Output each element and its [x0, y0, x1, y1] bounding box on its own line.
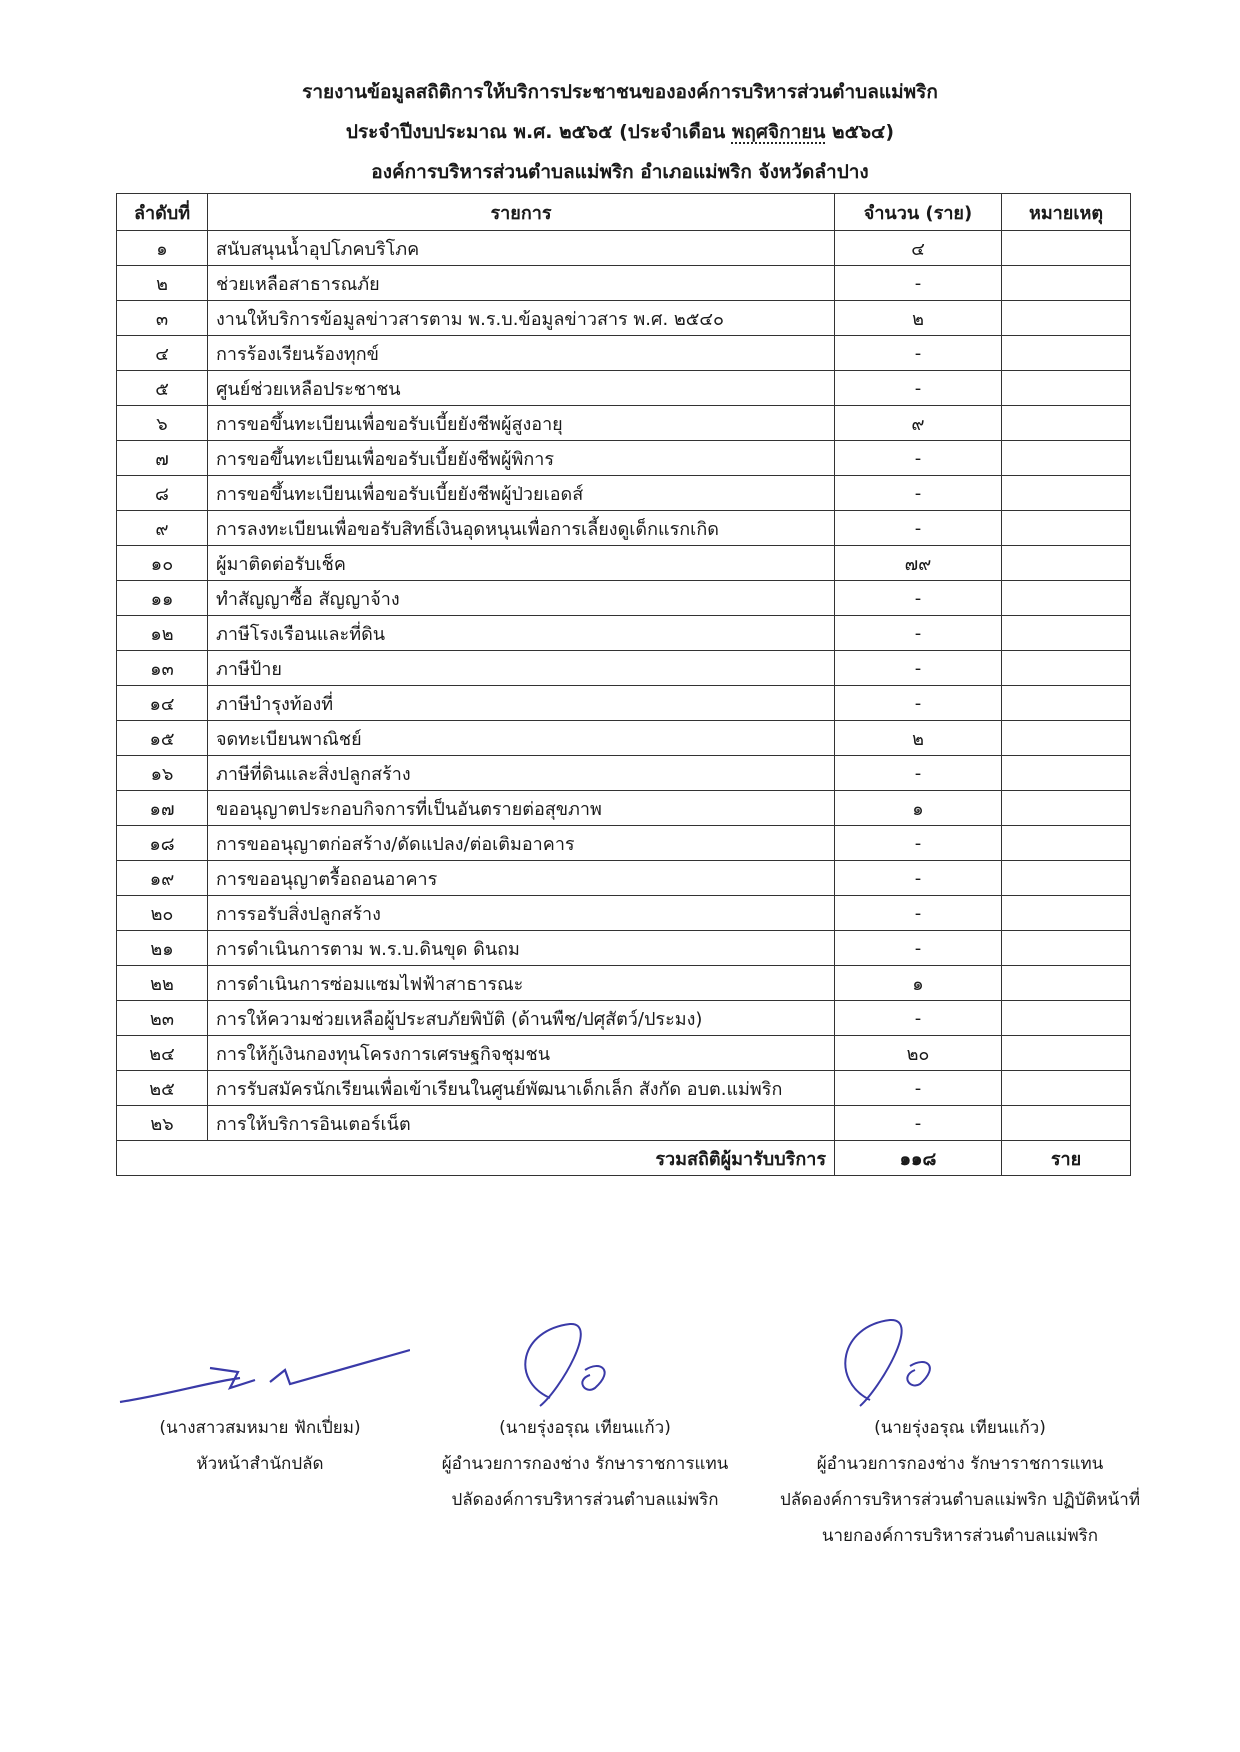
row-item: การดำเนินการตาม พ.ร.บ.ดินขุด ดินถม — [208, 931, 835, 966]
table-body — [117, 231, 1131, 1141]
row-count: - — [835, 336, 1002, 371]
table-row — [117, 616, 1131, 651]
column-header-note: หมายเหตุ — [1002, 194, 1131, 231]
row-count: - — [835, 581, 1002, 616]
signatory-title-line-1: ผู้อำนวยการกองช่าง รักษาราชการแทน — [441, 1454, 729, 1474]
row-count: ๑ — [835, 966, 1002, 1001]
row-note — [1002, 1106, 1131, 1141]
row-count: - — [835, 686, 1002, 721]
table-row — [117, 441, 1131, 476]
row-count: - — [835, 616, 1002, 651]
row-item: ภาษีบำรุงท้องที่ — [208, 686, 835, 721]
total-row — [117, 1141, 1131, 1176]
report-header — [0, 72, 1240, 192]
table-row — [117, 651, 1131, 686]
row-number: ๔ — [117, 336, 208, 371]
row-count: ๙ — [835, 406, 1002, 441]
row-item: ผู้มาติดต่อรับเช็ค — [208, 546, 835, 581]
row-number: ๑๒ — [117, 616, 208, 651]
row-count: - — [835, 1001, 1002, 1036]
row-item: การรอรับสิ่งปลูกสร้าง — [208, 896, 835, 931]
row-number: ๑๘ — [117, 826, 208, 861]
row-number: ๒๓ — [117, 1001, 208, 1036]
column-header-item: รายการ — [208, 194, 835, 231]
row-number: ๗ — [117, 441, 208, 476]
table-row — [117, 686, 1131, 721]
row-note — [1002, 441, 1131, 476]
row-number: ๑๙ — [117, 861, 208, 896]
row-item: ขออนุญาตประกอบกิจการที่เป็นอันตรายต่อสุขภาพ — [208, 791, 835, 826]
row-number: ๑๑ — [117, 581, 208, 616]
organization-line: องค์การบริหารส่วนตำบลแม่พริก อำเภอแม่พริก จังหวัดลำปาง — [371, 161, 869, 183]
table-row — [117, 476, 1131, 511]
row-item: การขออนุญาตรื้อถอนอาคาร — [208, 861, 835, 896]
signature-block-head-office — [110, 1320, 410, 1482]
fiscal-suffix: ๒๕๖๔) — [832, 121, 895, 143]
row-number: ๒๐ — [117, 896, 208, 931]
row-item: การรับสมัครนักเรียนเพื่อเข้าเรียนในศูนย์พัฒนาเด็กเล็ก สังกัด อบต.แม่พริก — [208, 1071, 835, 1106]
row-note — [1002, 686, 1131, 721]
table-row — [117, 546, 1131, 581]
row-item: ภาษีป้าย — [208, 651, 835, 686]
row-note — [1002, 1001, 1131, 1036]
row-number: ๒๔ — [117, 1036, 208, 1071]
table-row — [117, 896, 1131, 931]
row-item: ภาษีโรงเรือนและที่ดิน — [208, 616, 835, 651]
service-stats-table — [116, 193, 1131, 1176]
row-count: - — [835, 826, 1002, 861]
table-row — [117, 861, 1131, 896]
row-number: ๒๑ — [117, 931, 208, 966]
signatory-name: (นายรุ่งอรุณ เทียนแก้ว) — [499, 1418, 671, 1438]
row-number: ๕ — [117, 371, 208, 406]
total-label: รวมสถิติผู้มารับบริการ — [117, 1141, 835, 1176]
row-note — [1002, 581, 1131, 616]
row-count: - — [835, 651, 1002, 686]
row-item: การดำเนินการซ่อมแซมไฟฟ้าสาธารณะ — [208, 966, 835, 1001]
row-item: การให้บริการอินเตอร์เน็ต — [208, 1106, 835, 1141]
fiscal-prefix: ประจำปีงบประมาณ พ.ศ. ๒๕๖๕ (ประจำเดือน — [345, 121, 726, 143]
row-item: ภาษีที่ดินและสิ่งปลูกสร้าง — [208, 756, 835, 791]
row-count: - — [835, 756, 1002, 791]
table-row — [117, 1106, 1131, 1141]
row-number: ๑๐ — [117, 546, 208, 581]
column-header-number: ลำดับที่ — [117, 194, 208, 231]
table-row — [117, 266, 1131, 301]
row-note — [1002, 826, 1131, 861]
row-note — [1002, 616, 1131, 651]
row-count: ๔ — [835, 231, 1002, 266]
table-row — [117, 301, 1131, 336]
table-row — [117, 756, 1131, 791]
row-count: ๒ — [835, 721, 1002, 756]
row-number: ๑๖ — [117, 756, 208, 791]
fiscal-month: พฤศจิกายน — [731, 121, 826, 143]
row-item: การขอขึ้นทะเบียนเพื่อขอรับเบี้ยยังชีพผู้สูงอายุ — [208, 406, 835, 441]
table-row — [117, 826, 1131, 861]
row-note — [1002, 231, 1131, 266]
signatory-title-line-1: ผู้อำนวยการกองช่าง รักษาราชการแทน — [816, 1454, 1104, 1474]
row-number: ๒๒ — [117, 966, 208, 1001]
row-count: - — [835, 266, 1002, 301]
column-header-count: จำนวน (ราย) — [835, 194, 1002, 231]
table-row — [117, 1001, 1131, 1036]
table-row — [117, 406, 1131, 441]
row-note — [1002, 406, 1131, 441]
row-item: งานให้บริการข้อมูลข่าวสารตาม พ.ร.บ.ข้อมูลข่าวสาร พ.ศ. ๒๕๔๐ — [208, 301, 835, 336]
row-number: ๒๕ — [117, 1071, 208, 1106]
table-row — [117, 791, 1131, 826]
row-item: สนับสนุนน้ำอุปโภคบริโภค — [208, 231, 835, 266]
row-count: ๗๙ — [835, 546, 1002, 581]
row-count: - — [835, 931, 1002, 966]
row-item: การขอขึ้นทะเบียนเพื่อขอรับเบี้ยยังชีพผู้ป่วยเอดส์ — [208, 476, 835, 511]
row-item: การลงทะเบียนเพื่อขอรับสิทธิ์เงินอุดหนุนเพื่อการเลี้ยงดูเด็กแรกเกิด — [208, 511, 835, 546]
row-number: ๓ — [117, 301, 208, 336]
row-note — [1002, 861, 1131, 896]
table-header-row — [117, 194, 1131, 231]
handwritten-signature — [110, 1320, 410, 1410]
row-item: การขออนุญาตก่อสร้าง/ดัดแปลง/ต่อเติมอาคาร — [208, 826, 835, 861]
row-item: ทำสัญญาซื้อ สัญญาจ้าง — [208, 581, 835, 616]
signature-block-acting-mayor — [750, 1310, 1170, 1554]
row-number: ๑๗ — [117, 791, 208, 826]
row-count: ๑ — [835, 791, 1002, 826]
handwritten-signature — [750, 1310, 1170, 1410]
row-number: ๘ — [117, 476, 208, 511]
row-note — [1002, 721, 1131, 756]
row-item: การให้กู้เงินกองทุนโครงการเศรษฐกิจชุมชน — [208, 1036, 835, 1071]
signatory-title-line-2: ปลัดองค์การบริหารส่วนตำบลแม่พริก ปฏิบัติหน้าที่ — [779, 1490, 1141, 1510]
row-number: ๑ — [117, 231, 208, 266]
total-value: ๑๑๘ — [835, 1141, 1002, 1176]
table-row — [117, 231, 1131, 266]
row-note — [1002, 266, 1131, 301]
signatory-name: (นางสาวสมหมาย ฟักเปี่ยม) — [159, 1418, 361, 1438]
row-count: ๒๐ — [835, 1036, 1002, 1071]
row-note — [1002, 546, 1131, 581]
row-number: ๒ — [117, 266, 208, 301]
row-note — [1002, 651, 1131, 686]
row-item: การขอขึ้นทะเบียนเพื่อขอรับเบี้ยยังชีพผู้พิการ — [208, 441, 835, 476]
row-note — [1002, 476, 1131, 511]
table-row — [117, 931, 1131, 966]
signature-block-deputy — [400, 1320, 770, 1518]
row-count: - — [835, 861, 1002, 896]
signatory-name: (นายรุ่งอรุณ เทียนแก้ว) — [874, 1418, 1046, 1438]
signatory-title-line-3: นายกองค์การบริหารส่วนตำบลแม่พริก — [821, 1526, 1099, 1546]
handwritten-signature — [400, 1320, 770, 1410]
row-count: - — [835, 476, 1002, 511]
row-note — [1002, 896, 1131, 931]
signatory-title: หัวหน้าสำนักปลัด — [196, 1454, 324, 1474]
row-count: ๒ — [835, 301, 1002, 336]
report-title: รายงานข้อมูลสถิติการให้บริการประชาชนขององค์การบริหารส่วนตำบลแม่พริก — [302, 81, 938, 103]
row-note — [1002, 336, 1131, 371]
table-row — [117, 336, 1131, 371]
row-note — [1002, 301, 1131, 336]
row-item: ช่วยเหลือสาธารณภัย — [208, 266, 835, 301]
row-count: - — [835, 371, 1002, 406]
table-row — [117, 721, 1131, 756]
row-note — [1002, 931, 1131, 966]
signatory-title-line-2: ปลัดองค์การบริหารส่วนตำบลแม่พริก — [451, 1490, 719, 1510]
row-note — [1002, 756, 1131, 791]
table-row — [117, 1036, 1131, 1071]
table-row — [117, 581, 1131, 616]
row-count: - — [835, 1071, 1002, 1106]
row-number: ๑๓ — [117, 651, 208, 686]
table-row — [117, 371, 1131, 406]
table-row — [117, 511, 1131, 546]
row-item: การให้ความช่วยเหลือผู้ประสบภัยพิบัติ (ด้านพืช/ปศุสัตว์/ประมง) — [208, 1001, 835, 1036]
row-note — [1002, 966, 1131, 1001]
row-number: ๑๔ — [117, 686, 208, 721]
row-note — [1002, 1071, 1131, 1106]
row-note — [1002, 511, 1131, 546]
row-count: - — [835, 1106, 1002, 1141]
row-count: - — [835, 511, 1002, 546]
row-number: ๒๖ — [117, 1106, 208, 1141]
row-item: ศูนย์ช่วยเหลือประชาชน — [208, 371, 835, 406]
row-number: ๙ — [117, 511, 208, 546]
fiscal-year-line — [0, 112, 1240, 152]
row-item: การร้องเรียนร้องทุกข์ — [208, 336, 835, 371]
row-item: จดทะเบียนพาณิชย์ — [208, 721, 835, 756]
row-number: ๑๕ — [117, 721, 208, 756]
total-unit: ราย — [1002, 1141, 1131, 1176]
row-note — [1002, 1036, 1131, 1071]
row-number: ๖ — [117, 406, 208, 441]
row-note — [1002, 371, 1131, 406]
row-count: - — [835, 441, 1002, 476]
row-count: - — [835, 896, 1002, 931]
table-row — [117, 1071, 1131, 1106]
row-note — [1002, 791, 1131, 826]
table-row — [117, 966, 1131, 1001]
